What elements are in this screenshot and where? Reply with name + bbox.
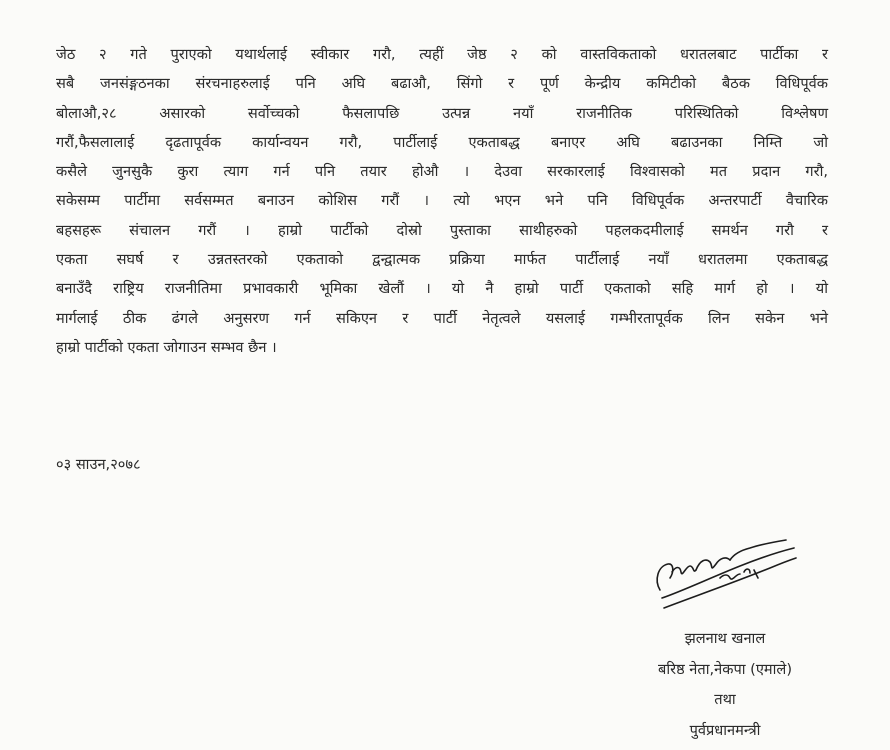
body-line: जेठ २ गते पुराएको यथार्थलाई स्वीकार गरौ, त्यहीं जेष्ठ २ को वास्तविकताको धरातलबाट पार्टीका र	[56, 46, 828, 63]
handwritten-signature	[650, 528, 800, 620]
signatory-name: झलनाथ खनाल	[684, 630, 766, 647]
body-line: बोलाऔ,२८ असारको सर्वोच्चको फैसलापछि उत्पन्न नयाँ राजनीतिक परिस्थितिको विश्लेषण	[56, 104, 828, 122]
signatory-former-title: पुर्वप्रधानमन्त्री	[689, 721, 761, 739]
body-line: सकेसम्म पार्टीमा सर्वसम्मत बनाउन कोशिस गरौं । त्यो भएन भने पनि विधिपूर्वक अन्तरपार्टी वैचारिक	[56, 192, 828, 210]
signatory-connector: तथा	[714, 691, 736, 708]
body-line: हाम्रो पार्टीको एकता जोगाउन सम्भव छैन ।	[56, 338, 277, 356]
body-line: गरौं,फैसलालाई दृढतापूर्वक कार्यान्वयन गरौ, पार्टीलाई एकताबद्ध बनाएर अघि बढाउनका निम्ति जो	[56, 133, 828, 151]
letter-date: ०३ साउन,२०७८	[56, 456, 141, 473]
body-line: बनाउँदै राष्ट्रिय राजनीतिमा प्रभावकारी भूमिका खेलौं । यो नै हाम्रो पार्टी एकताको सहि मार्ग हो । यो	[56, 280, 828, 298]
body-line: बहसहरू संचालन गरौं । हाम्रो पार्टीको दोस्रो पुस्ताका साथीहरुको पहलकदमीलाई समर्थन गरौ र	[56, 221, 828, 239]
body-line: कसैले जुनसुकै कुरा त्याग गर्न पनि तयार होऔ । देउवा सरकारलाई विश्वासको मत प्रदान गरौ,	[56, 163, 828, 181]
body-line: मार्गलाई ठीक ढंगले अनुसरण गर्न सकिएन र पार्टी नेतृत्वले यसलाई गम्भीरतापूर्वक लिन सकेन भने	[56, 309, 828, 327]
body-line: सबै जनसंङ्गठनका संरचनाहरुलाई पनि अघि बढाऔ, सिंगो र पूर्ण केन्द्रीय कमिटीको बैठक विधिपूर्वक	[56, 75, 828, 93]
signatory-block	[600, 624, 850, 746]
signatory-position: बरिष्ठ नेता,नेकपा (एमाले)	[657, 660, 793, 678]
letter-body	[56, 40, 828, 362]
body-line: एकता सघर्ष र उन्नतस्तरको एकताको द्वन्द्वात्मक प्रक्रिया मार्फत पार्टीलाई नयाँ धरातलमा एकताबद्ध	[56, 251, 828, 269]
